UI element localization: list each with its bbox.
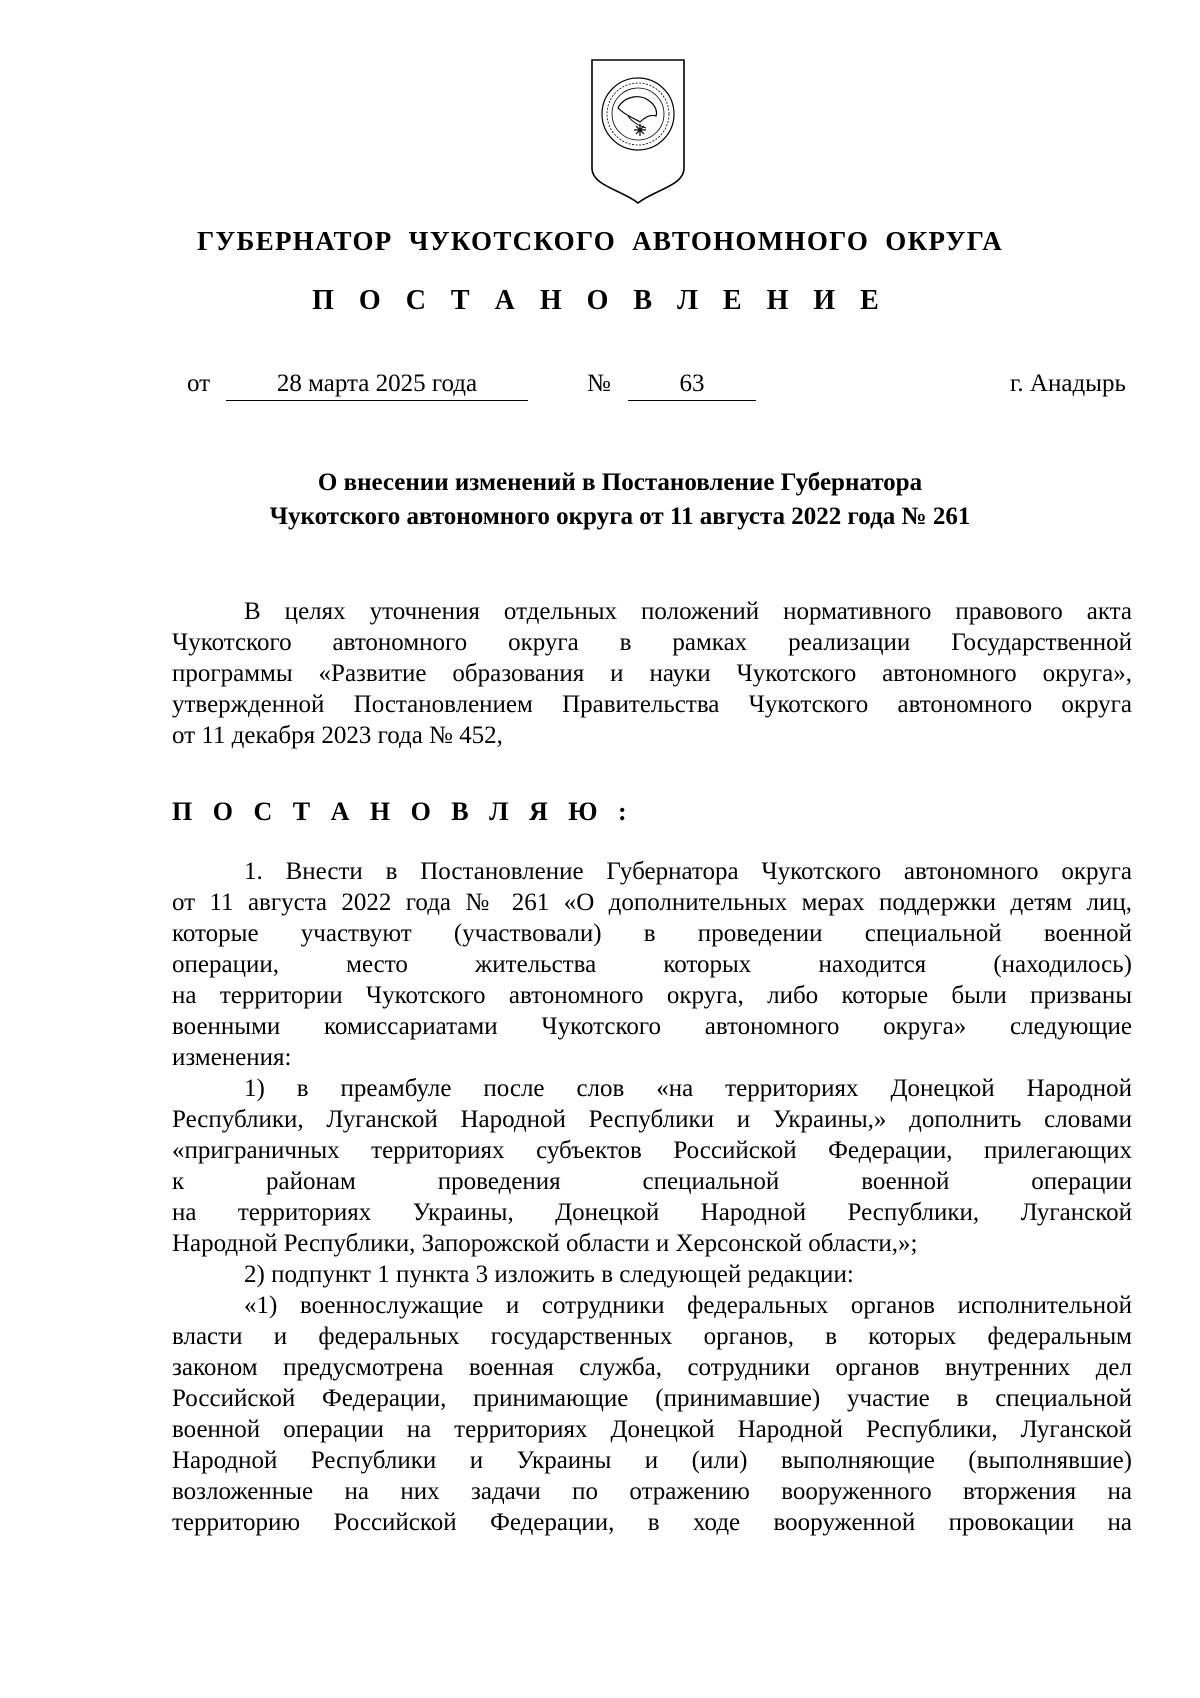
text-line: Народной Республики, Запорожской области и Херсонской области,»; (172, 1230, 918, 1257)
text-line: власти и федеральных государственных органов, в которых федеральным (172, 1323, 1132, 1350)
text-line: Республики, Луганской Народной Республики и Украины,» дополнить словами (172, 1106, 1132, 1133)
text-line: возложенные на них задачи по отражению вооруженного вторжения на (172, 1478, 1132, 1505)
document-type-title: П О С Т А Н О В Л Е Н И Е (312, 285, 888, 316)
subitem-1-paragraph (172, 1073, 1132, 1259)
text-line: от 11 августа 2022 года № 261 «О дополнительных мерах поддержки детям лиц, (172, 889, 1132, 916)
document-date: 28 марта 2025 года (226, 370, 528, 401)
text-line: военными комиссариатами Чукотского автономного округа» следующие (172, 1013, 1132, 1040)
text-line: Российской Федерации, принимающие (принимавшие) участие в специальной (172, 1385, 1132, 1412)
text-line: утвержденной Постановлением Правительства Чукотского автономного округа (172, 691, 1132, 718)
date-number-line (0, 370, 1200, 410)
subject-line: Чукотского автономного округа от 11 августа 2022 года № 261 (269, 503, 971, 530)
text-line: на территориях Украины, Донецкой Народной Республики, Луганской (172, 1199, 1132, 1226)
issuing-authority: ГУБЕРНАТОР ЧУКОТСКОГО АВТОНОМНОГО ОКРУГА (196, 226, 1004, 256)
chukotka-coat-of-arms-icon (588, 56, 688, 206)
text-line: программы «Развитие образования и науки Чукотского автономного округа», (172, 660, 1132, 687)
from-label: от (187, 370, 211, 397)
text-line: «приграничных территориях субъектов Российской Федерации, прилегающих (172, 1137, 1132, 1164)
city: г. Анадырь (1010, 370, 1126, 397)
text-line: военной операции на территориях Донецкой Народной Республики, Луганской (172, 1416, 1132, 1443)
subject-line: О внесении изменений в Постановление Губернатора (317, 469, 923, 496)
text-line: 2) подпункт 1 пункта 3 изложить в следующей редакции: (244, 1261, 854, 1288)
text-line: Народной Республики и Украины и (или) выполняющие (выполнявшие) (172, 1447, 1132, 1474)
text-line: Чукотского автономного округа в рамках реализации Государственной (172, 629, 1132, 656)
text-line: от 11 декабря 2023 года № 452, (172, 722, 503, 749)
text-line: территорию Российской Федерации, в ходе вооруженной провокации на (172, 1509, 1132, 1536)
quoted-paragraph (172, 1290, 1132, 1538)
text-line: на территории Чукотского автономного округа, либо которые были призваны (172, 982, 1132, 1009)
subitem-2-paragraph (172, 1259, 1132, 1290)
text-line: 1. Внести в Постановление Губернатора Чукотского автономного округа (244, 858, 1132, 885)
text-line: законом предусмотрена военная служба, сотрудники органов внутренних дел (172, 1354, 1132, 1381)
text-line: к районам проведения специальной военной операции (172, 1168, 1132, 1195)
text-line: которые участвуют (участвовали) в проведении специальной военной (172, 920, 1132, 947)
main-body (172, 856, 1132, 1538)
text-line: «1) военнослужащие и сотрудники федеральных органов исполнительной (244, 1292, 1132, 1319)
text-line: В целях уточнения отдельных положений нормативного правового акта (244, 598, 1132, 625)
text-line: операции, место жительства которых находится (находилось) (172, 951, 1132, 978)
document-subject (160, 466, 1080, 534)
text-line: 1) в преамбуле после слов «на территориях Донецкой Народной (244, 1075, 1132, 1102)
number-label: № (587, 370, 611, 397)
decree-word: П О С Т А Н О В Л Я Ю : (172, 797, 634, 826)
item-1-paragraph (172, 856, 1132, 1073)
preamble-paragraph (172, 596, 1132, 751)
text-line: изменения: (172, 1044, 292, 1071)
document-number: 63 (628, 370, 756, 401)
